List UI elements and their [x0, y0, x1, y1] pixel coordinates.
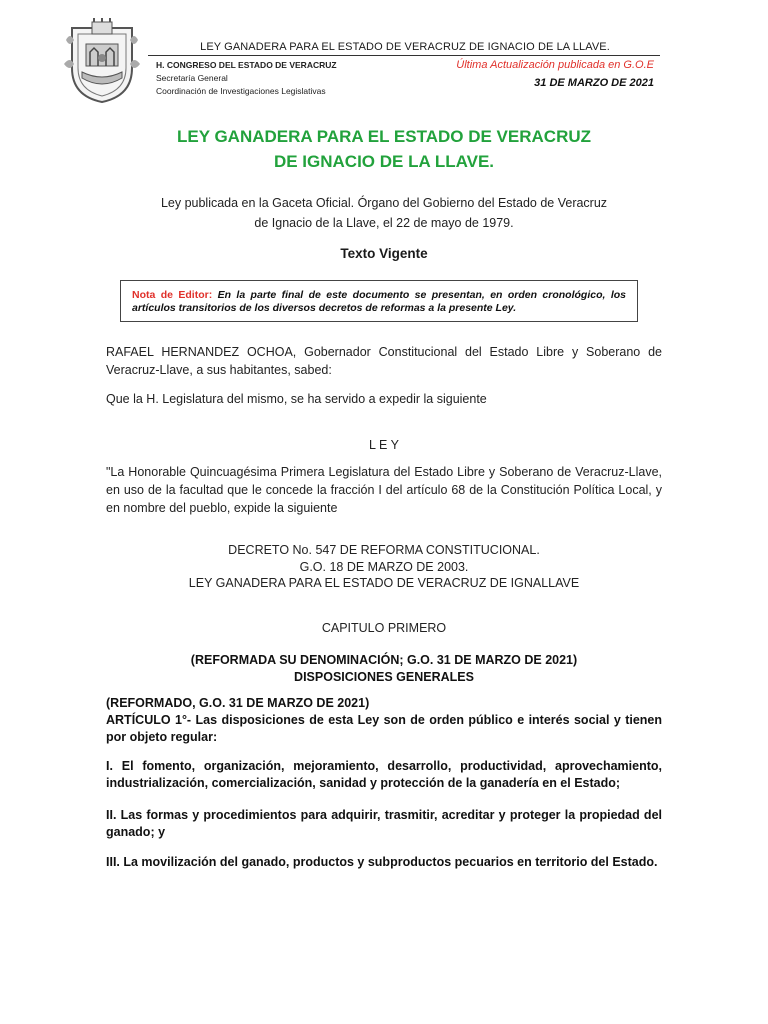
- chapter-name: DISPOSICIONES GENERALES: [294, 669, 474, 684]
- law-title: [100, 124, 668, 174]
- law-title-line-2: DE IGNACIO DE LA LLAVE.: [273, 152, 495, 171]
- update-date: 31 DE MARZO DE 2021: [534, 77, 654, 89]
- chapter-title-block: [106, 652, 662, 685]
- text-status: Texto Vigente: [340, 246, 428, 261]
- article-reform-note: (REFORMADO, G.O. 31 DE MARZO DE 2021): [106, 696, 370, 710]
- publication-line-1: Ley publicada en la Gaceta Oficial. Órgano del Gobierno del Estado de Veracruz: [160, 196, 608, 210]
- state-seal-logo: [64, 18, 140, 104]
- decree-block: [106, 542, 662, 592]
- article-item-iii: III. La movilización del ganado, productos y subproductos pecuarios en territorio del Estado.: [106, 855, 658, 869]
- org-subdepartment: Coordinación de Investigaciones Legislativas: [156, 86, 326, 96]
- legislature-paragraph: Que la H. Legislatura del mismo, se ha servido a expedir la siguiente: [106, 392, 487, 406]
- org-name: H. CONGRESO DEL ESTADO DE VERACRUZ: [156, 60, 337, 70]
- update-label: Última Actualización publicada en G.O.E: [456, 59, 654, 71]
- article-item-i: I. El fomento, organización, mejoramiento, desarrollo, productividad, aprovechamiento, industrialización, comercialización, sanidad y protección de la ganadería en el Estado;: [106, 759, 662, 790]
- publication-info: [110, 193, 658, 233]
- article-1-text: ARTÍCULO 1°- Las disposiciones de esta Ley son de orden público e interés social y tienen por objeto regular:: [106, 713, 662, 744]
- chapter-reform-note: (REFORMADA SU DENOMINACIÓN; G.O. 31 DE MARZO DE 2021): [190, 653, 578, 667]
- publication-line-2: de Ignacio de la Llave, el 22 de mayo de 1979.: [254, 216, 514, 230]
- chapter-heading: CAPITULO PRIMERO: [321, 621, 447, 635]
- quote-paragraph: "La Honorable Quincuagésima Primera Legislatura del Estado Libre y Soberano de Veracruz-Llave, en uso de la facultad que le concede la fracción I del artículo 68 de la Constitución Política Local, y en nombre del pueblo, expide la siguiente: [106, 465, 662, 515]
- org-department: Secretaría General: [156, 73, 228, 83]
- governor-paragraph: RAFAEL HERNANDEZ OCHOA, Gobernador Constitucional del Estado Libre y Soberano de Veracruz-Llave, a sus habitantes, sabed:: [106, 345, 662, 377]
- decree-line-2: G.O. 18 DE MARZO DE 2003.: [299, 559, 469, 574]
- editor-note-box: [120, 280, 638, 322]
- header-organization: [156, 59, 337, 98]
- decree-line-3: LEY GANADERA PARA EL ESTADO DE VERACRUZ DE IGNALLAVE: [188, 576, 580, 590]
- editor-note-label: Nota de Editor:: [132, 289, 213, 301]
- ley-heading: L E Y: [369, 438, 399, 452]
- article-1-block: [106, 695, 662, 746]
- header-document-title: LEY GANADERA PARA EL ESTADO DE VERACRUZ DE IGNACIO DE LA LLAVE.: [200, 41, 610, 53]
- law-title-line-1: LEY GANADERA PARA EL ESTADO DE VERACRUZ: [176, 127, 592, 146]
- editor-note-text: En la parte final de este documento se presentan, en orden cronológico, los artículos transitorios de los diversos decretos de reformas a la presente Ley.: [132, 289, 626, 314]
- decree-line-1: DECRETO No. 547 DE REFORMA CONSTITUCIONAL.: [228, 543, 540, 557]
- article-item-ii: II. Las formas y procedimientos para adquirir, trasmitir, acreditar y proteger la propiedad del ganado; y: [106, 808, 662, 839]
- header-update-info: [456, 56, 654, 92]
